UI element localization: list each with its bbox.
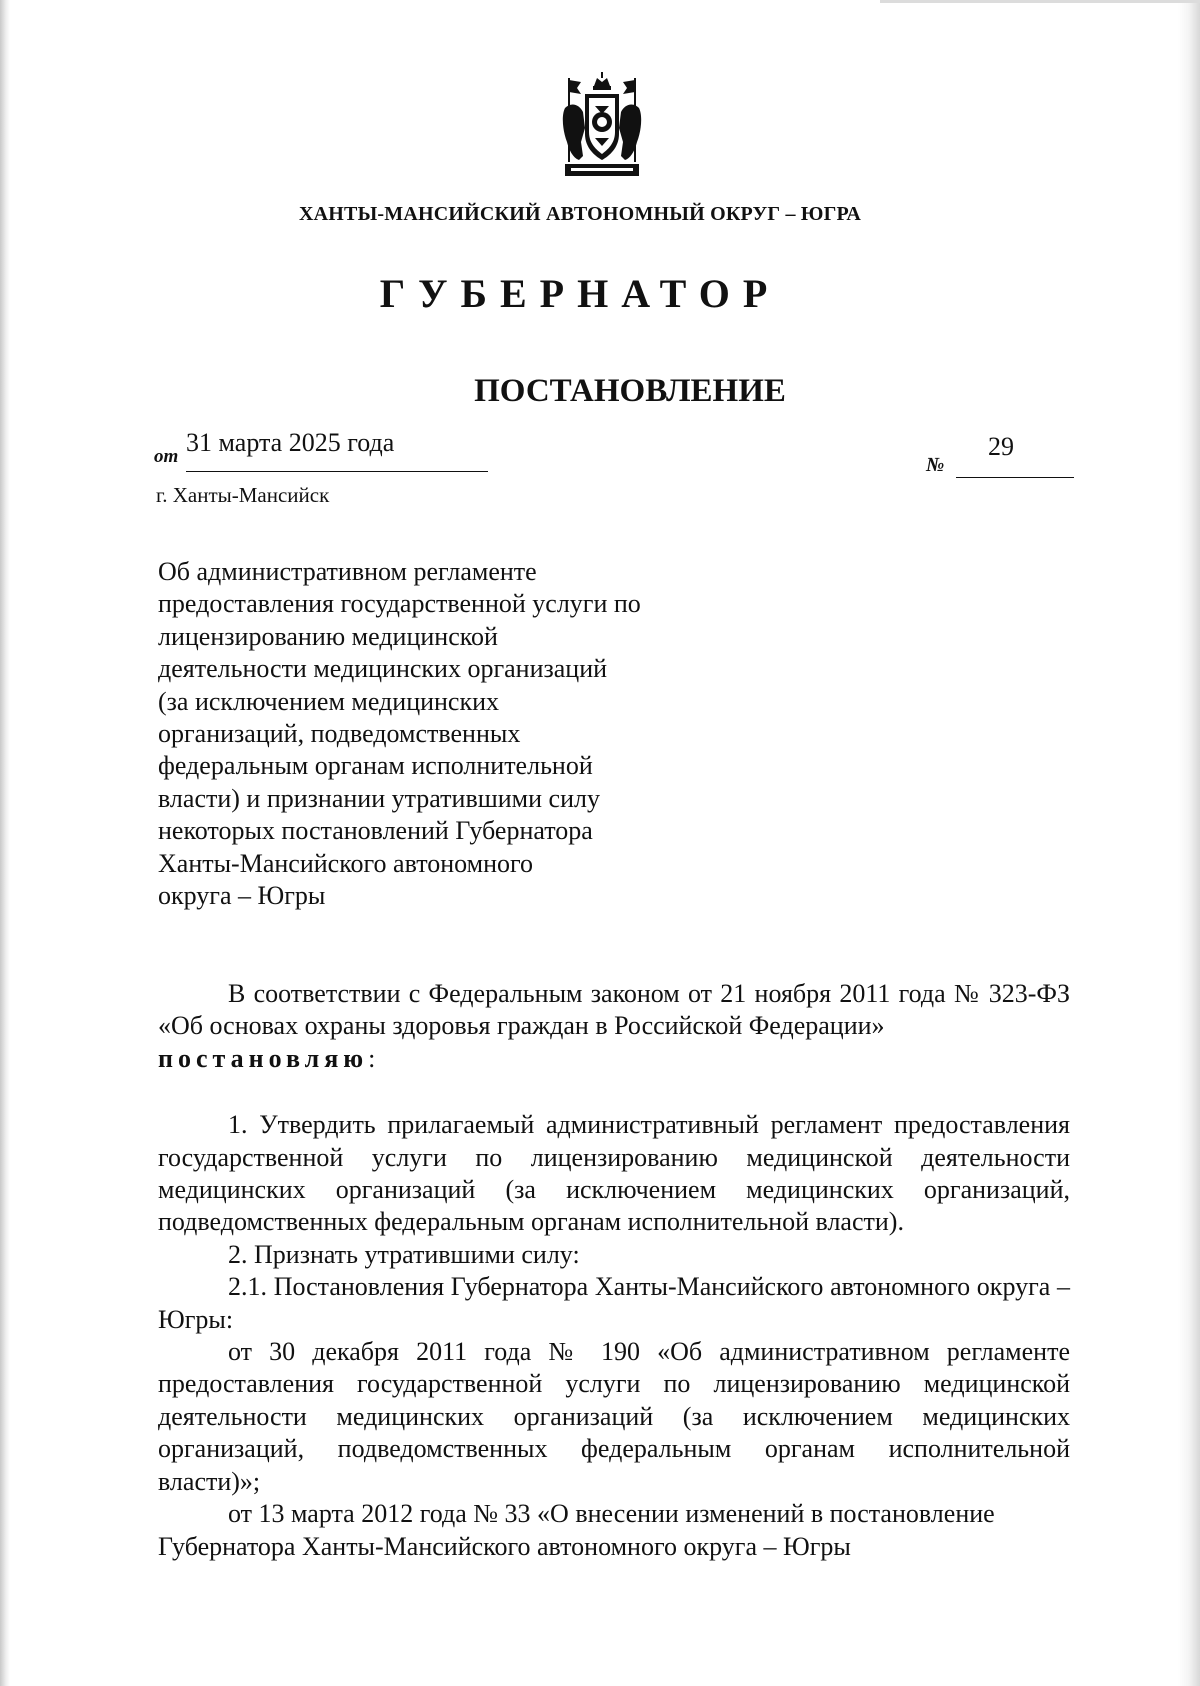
city-name: г. Ханты-Мансийск: [156, 483, 330, 507]
authority-title: ГУБЕРНАТОР: [379, 271, 781, 316]
subject-line: власти) и признании утратившими силу: [158, 783, 600, 813]
decree-word: постановляю: [158, 1043, 369, 1073]
preamble-text: В соответствии с Федеральным законом от 21 ноября 2011 года № 323-ФЗ «Об основах охраны здоровья граждан в Российской Федерации»: [158, 979, 1070, 1041]
subject-line: некоторых постановлений Губернатора: [158, 816, 593, 846]
date-label: от: [154, 446, 179, 467]
repeal-33-second-line: Губернатора Ханты-Мансийского автономного округа – Югры: [158, 1531, 851, 1561]
subject-line: организаций, подведомственных: [158, 719, 521, 749]
subject-line: деятельности медицинских организаций: [158, 654, 608, 684]
subject-line: Ханты-Мансийского автономного: [158, 848, 534, 878]
preamble-paragraph: [158, 978, 1070, 1075]
scan-edge-left: [0, 0, 10, 1686]
decree-number: 29: [988, 432, 1014, 461]
decree-date: 31 марта 2025 года: [186, 428, 395, 457]
item-2-1-paragraph: 2.1. Постановления Губернатора Ханты-Мансийского автономного округа – Югры:: [158, 1272, 1070, 1334]
decree-subject: [158, 556, 718, 912]
date-underline: [186, 471, 488, 472]
subject-line: федеральным органам исполнительной: [158, 751, 593, 781]
repeal-33-first-line: от 13 марта 2012 года № 33 «О внесении изменений в постановление: [228, 1499, 995, 1529]
scan-edge-right: [1178, 0, 1200, 1686]
subject-line: Об административном регламенте: [158, 557, 537, 586]
coat-of-arms-emblem: [561, 72, 643, 178]
region-name: ХАНТЫ-МАНСИЙСКИЙ АВТОНОМНЫЙ ОКРУГ – ЮГРА: [299, 203, 861, 225]
item-1-paragraph: 1. Утвердить прилагаемый административный регламент предоставления государственной услуги по лицензированию медицинской деятельности медицинских организаций (за исключением медицинских организаций, подведомственных федеральным органам исполнительной власти).: [158, 1110, 1070, 1237]
paragraph-gap: [158, 1075, 1070, 1109]
subject-line: лицензированию медицинской: [158, 621, 498, 651]
subject-line: округа – Югры: [158, 881, 326, 911]
subject-line: (за исключением медицинских: [158, 686, 500, 716]
decree-body: [158, 978, 1070, 1563]
decree-colon: :: [368, 1043, 376, 1073]
number-underline: [956, 477, 1074, 478]
number-label: №: [926, 454, 945, 476]
scan-edge-top: [880, 0, 1200, 3]
subject-line: предоставления государственной услуги по: [158, 589, 641, 619]
document-type: ПОСТАНОВЛЕНИЕ: [474, 373, 786, 409]
repeal-190-paragraph: от 30 декабря 2011 года № 190 «Об административном регламенте предоставления государственной услуги по лицензированию медицинской деятельности медицинских организаций (за исключением медицинских организаций, подведомственных федеральным органам исполнительной власти)»;: [158, 1337, 1070, 1496]
item-2-paragraph: 2. Признать утратившими силу:: [228, 1239, 580, 1269]
